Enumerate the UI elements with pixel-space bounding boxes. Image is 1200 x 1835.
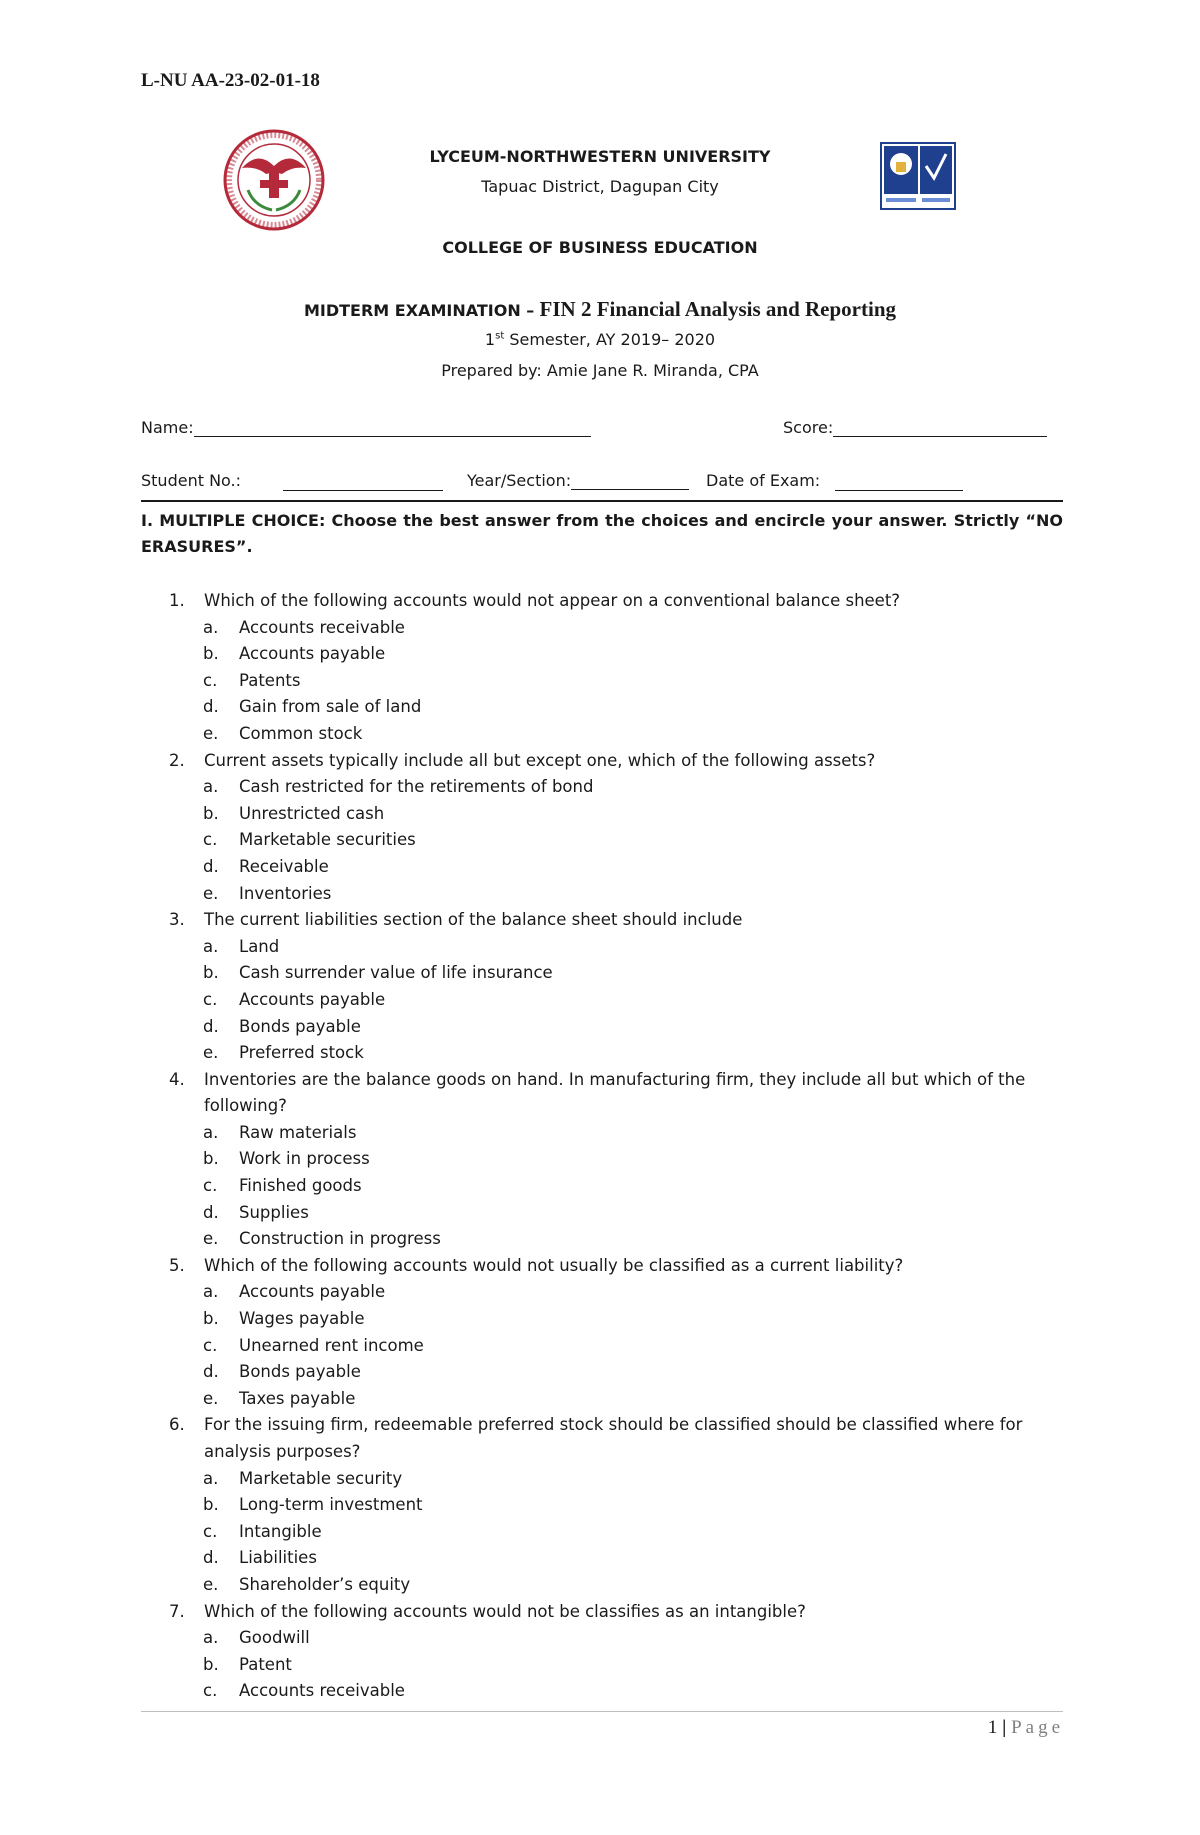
semester-ordinal: 1 [484, 330, 496, 349]
option-letter: c. [203, 1176, 218, 1196]
document-code: L-NU AA-23-02-01-18 [141, 70, 320, 91]
option-letter: a. [203, 1122, 219, 1142]
date-of-exam-blank[interactable] [835, 472, 963, 491]
question-number: 5. [169, 1255, 185, 1275]
name-label: Name: [141, 418, 194, 437]
option-text: Long-term investment [239, 1495, 423, 1515]
answer-option[interactable] [141, 1678, 1063, 1705]
answer-option[interactable] [141, 1572, 1063, 1599]
option-text: Intangible [239, 1521, 322, 1541]
option-letter: b. [203, 1654, 219, 1674]
option-letter: b. [203, 803, 219, 823]
option-letter: d. [203, 1362, 219, 1382]
question-text: Which of the following accounts would not be classifies as an intangible? [204, 1601, 806, 1621]
answer-option[interactable] [141, 774, 1063, 801]
university-address: Tapuac District, Dagupan City [481, 177, 719, 196]
option-text: Accounts payable [239, 1282, 386, 1302]
answer-option[interactable] [141, 641, 1063, 668]
option-letter: c. [203, 1681, 218, 1701]
year-section-blank[interactable] [571, 471, 689, 490]
answer-option[interactable] [141, 827, 1063, 854]
option-letter: c. [203, 1521, 218, 1541]
option-letter: d. [203, 697, 219, 717]
question-item [141, 1067, 1063, 1120]
exam-title-prefix: MIDTERM EXAMINATION – [303, 301, 535, 320]
answer-option[interactable] [141, 1545, 1063, 1572]
answer-option[interactable] [141, 1173, 1063, 1200]
name-field[interactable] [141, 418, 591, 437]
question-item [141, 748, 1063, 775]
question-number: 4. [169, 1069, 185, 1089]
footer-divider [141, 1711, 1063, 1712]
answer-option[interactable] [141, 960, 1063, 987]
option-letter: c. [203, 1335, 218, 1355]
page-footer [960, 1717, 1064, 1739]
option-text: Receivable [239, 856, 329, 876]
answer-option[interactable] [141, 881, 1063, 908]
answer-option[interactable] [141, 1386, 1063, 1413]
answer-option[interactable] [141, 668, 1063, 695]
answer-option[interactable] [141, 1200, 1063, 1227]
answer-option[interactable] [141, 721, 1063, 748]
score-blank[interactable] [833, 418, 1047, 437]
answer-option[interactable] [141, 1040, 1063, 1067]
option-text: Taxes payable [239, 1388, 356, 1408]
page-number: 1 [987, 1717, 998, 1738]
exam-title [0, 297, 1200, 322]
page-label: Page [1011, 1717, 1064, 1738]
answer-option[interactable] [141, 1333, 1063, 1360]
student-no-blank[interactable] [283, 472, 443, 491]
question-number: 7. [169, 1601, 185, 1621]
option-text: Patents [239, 670, 301, 690]
option-letter: b. [203, 1495, 219, 1515]
question-text: Inventories are the balance goods on hand. In manufacturing firm, they include all but which of the following? [204, 1069, 1026, 1116]
answer-option[interactable] [141, 934, 1063, 961]
option-text: Shareholder’s equity [239, 1574, 411, 1594]
answer-option[interactable] [141, 1519, 1063, 1546]
option-letter: b. [203, 1309, 219, 1329]
question-text: Which of the following accounts would not usually be classified as a current liability? [204, 1255, 904, 1275]
instructions: I. MULTIPLE CHOICE: Choose the best answer from the choices and encircle your answer. Strictly “NO ERASURES”. [141, 511, 1063, 556]
answer-option[interactable] [141, 801, 1063, 828]
option-text: Patent [239, 1654, 292, 1674]
answer-option[interactable] [141, 1146, 1063, 1173]
option-text: Common stock [239, 723, 363, 743]
option-text: Accounts receivable [239, 617, 405, 637]
answer-option[interactable] [141, 1014, 1063, 1041]
option-letter: a. [203, 1282, 219, 1302]
option-text: Accounts payable [239, 989, 386, 1009]
option-letter: c. [203, 989, 218, 1009]
question-number: 1. [169, 591, 185, 610]
option-text: Wages payable [239, 1309, 365, 1329]
answer-option[interactable] [141, 987, 1063, 1014]
option-text: Bonds payable [239, 1016, 361, 1036]
option-text: Accounts payable [239, 644, 386, 664]
option-text: Bonds payable [239, 1362, 361, 1382]
option-text: Marketable security [239, 1468, 403, 1488]
answer-option[interactable] [141, 1120, 1063, 1147]
student-no-label: Student No.: [141, 471, 242, 490]
option-letter: e. [203, 1388, 219, 1408]
question-item [141, 1412, 1063, 1465]
option-text: Unearned rent income [239, 1335, 424, 1355]
option-text: Marketable securities [239, 830, 416, 850]
question-list [141, 588, 1063, 1705]
answer-option[interactable] [141, 1306, 1063, 1333]
question-text: Current assets typically include all but except one, which of the following assets? [204, 750, 876, 770]
option-letter: a. [203, 777, 219, 797]
option-text: Gain from sale of land [239, 697, 422, 717]
option-text: Unrestricted cash [239, 803, 385, 823]
question-item [141, 588, 1063, 615]
question-text: Which of the following accounts would not appear on a conventional balance sheet? [204, 591, 901, 610]
option-letter: b. [203, 963, 219, 983]
header-divider [141, 500, 1063, 502]
question-item [141, 1599, 1063, 1626]
question-text: The current liabilities section of the balance sheet should include [204, 910, 743, 930]
option-letter: d. [203, 1548, 219, 1568]
option-text: Preferred stock [239, 1043, 364, 1063]
question-number: 2. [169, 750, 185, 770]
option-letter: d. [203, 1202, 219, 1222]
college-name: COLLEGE OF BUSINESS EDUCATION [442, 238, 758, 257]
option-text: Cash restricted for the retirements of bond [239, 777, 594, 797]
answer-option[interactable] [141, 615, 1063, 642]
option-letter: d. [203, 856, 219, 876]
question-item [141, 907, 1063, 934]
exam-title-subject: FIN 2 Financial Analysis and Reporting [534, 297, 897, 321]
answer-option[interactable] [141, 1466, 1063, 1493]
year-section-field[interactable] [467, 471, 689, 490]
option-letter: e. [203, 1229, 219, 1249]
option-letter: d. [203, 1016, 219, 1036]
answer-option[interactable] [141, 854, 1063, 881]
semester-ordinal-suffix: st [495, 330, 505, 342]
answer-option[interactable] [141, 694, 1063, 721]
option-text: Cash surrender value of life insurance [239, 963, 553, 983]
option-letter: c. [203, 670, 218, 690]
option-text: Finished goods [239, 1176, 362, 1196]
date-of-exam-label: Date of Exam: [706, 471, 821, 490]
answer-option[interactable] [141, 1652, 1063, 1679]
option-text: Accounts receivable [239, 1681, 405, 1701]
option-letter: e. [203, 883, 219, 903]
option-text: Land [239, 936, 280, 956]
date-of-exam-field[interactable] [706, 471, 820, 490]
option-text: Liabilities [239, 1548, 317, 1568]
answer-option[interactable] [141, 1279, 1063, 1306]
student-no-field[interactable] [141, 471, 241, 490]
university-name: LYCEUM-NORTHWESTERN UNIVERSITY [429, 147, 771, 166]
option-letter: e. [203, 1574, 219, 1594]
option-letter: a. [203, 617, 219, 637]
option-text: Construction in progress [239, 1229, 441, 1249]
option-letter: e. [203, 723, 219, 743]
option-letter: a. [203, 1468, 219, 1488]
option-letter: a. [203, 936, 219, 956]
answer-option[interactable] [141, 1625, 1063, 1652]
prepared-by: Prepared by: Amie Jane R. Miranda, CPA [441, 361, 759, 380]
question-item [141, 1253, 1063, 1280]
option-text: Work in process [239, 1149, 370, 1169]
score-field[interactable] [783, 418, 1047, 437]
answer-option[interactable] [141, 1492, 1063, 1519]
option-letter: e. [203, 1043, 219, 1063]
option-text: Raw materials [239, 1122, 357, 1142]
option-letter: b. [203, 644, 219, 664]
score-label: Score: [783, 418, 834, 437]
semester-text: Semester, AY 2019– 2020 [504, 330, 716, 349]
option-text: Inventories [239, 883, 332, 903]
option-letter: c. [203, 830, 218, 850]
page-separator: | [997, 1717, 1012, 1738]
question-number: 3. [169, 910, 185, 930]
question-text: For the issuing firm, redeemable preferred stock should be classified should be classified where for analysis purposes? [204, 1415, 1023, 1461]
answer-option[interactable] [141, 1359, 1063, 1386]
option-text: Goodwill [239, 1628, 310, 1648]
option-text: Supplies [239, 1202, 309, 1222]
name-blank[interactable] [194, 418, 591, 437]
question-number: 6. [169, 1415, 185, 1435]
semester-line [0, 330, 1200, 349]
year-section-label: Year/Section: [467, 471, 572, 490]
option-letter: a. [203, 1628, 219, 1648]
option-letter: b. [203, 1149, 219, 1169]
answer-option[interactable] [141, 1226, 1063, 1253]
